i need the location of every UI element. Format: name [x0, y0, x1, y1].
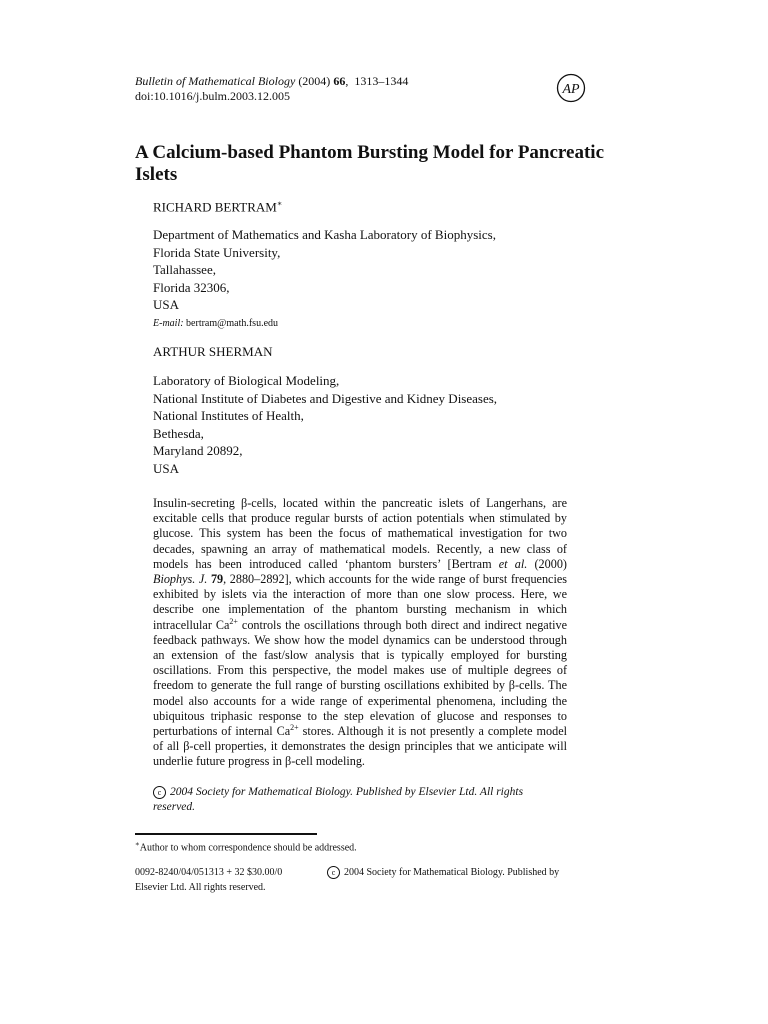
- footnote-rule: [135, 833, 317, 835]
- copyright-notice: c 2004 Society for Mathematical Biology. Published by Elsevier Ltd. All rights reserved.: [153, 786, 524, 813]
- issn-price: 0092-8240/04/051313 + 32 $30.00/0: [135, 867, 283, 878]
- publication-footer: 0092-8240/04/051313 + 32 $30.00/0 c 2004 Society for Mathematical Biology. Published by Elsevier Ltd. All rights reserved.: [135, 867, 560, 893]
- author-name: RICHARD BERTRAM∗: [153, 199, 283, 215]
- logo-text: AP: [562, 82, 580, 97]
- copyright-icon: c: [327, 866, 340, 879]
- copyright-icon: c: [153, 786, 166, 799]
- author-affiliation: Department of Mathematics and Kasha Laboratory of Biophysics, Florida State University, Tallahassee, Florida 32306, USA: [153, 227, 496, 312]
- journal-doi: doi:10.1016/j.bulm.2003.12.005: [135, 89, 291, 103]
- journal-volume: 66: [333, 74, 346, 88]
- author-email: E-mail: bertram@math.fsu.edu: [153, 318, 279, 329]
- journal-name: Bulletin of Mathematical Biology: [135, 74, 296, 88]
- email-link[interactable]: bertram@math.fsu.edu: [186, 318, 279, 329]
- abstract: Insulin-secreting β-cells, located within the pancreatic islets of Langerhans, are excitable cells that produce regular bursts of action potentials when stimulated by glucose. This system has been the focus of mathematical investigation for two decades, spawning an array of mathematical models. Recently, a new class of models has been introduced called ‘phantom bursters’ [Bertram et al. (2000) Biophys. J. 79, 2880–2892], which accounts for the wide range of burst frequencies exhibited by islets via the interaction of more than one slow process. Here, we describe one implementation of the phantom bursting mechanism in which intracellular $Ca^{2+}$ controls the oscillations through both direct and indirect negative feedback pathways. We show how the model dynamics can be understood through an extension of the fast/slow analysis that is typically employed for bursting oscillations. From this perspective, the model makes use of multiple degrees of freedom to generate the full range of bursting oscillations exhibited by β-cells. The model also accounts for a wide range of experimental phenomena, including the ubiquitous triphasic response to the step elevation of glucose and responses to perturbations of internal $Ca^{2+}$ stores. Although it is not presently a complete model of all β-cell properties, it demonstrates the design principles that we anticipate will underlie future progress in β-cell modeling.: [153, 496, 567, 769]
- ap-publisher-logo-icon: [556, 73, 586, 103]
- journal-pages: 1313–1344: [354, 74, 409, 88]
- author-affiliation: Laboratory of Biological Modeling, National Institute of Diabetes and Digestive and Kidney Diseases, National Institutes of Health, Bethesda, Maryland 20892, USA: [153, 373, 498, 476]
- journal-header: Bulletin of Mathematical Biology (2004) 66, 1313–1344 doi:10.1016/j.bulm.2003.12.005: [135, 74, 409, 103]
- author-name: ARTHUR SHERMAN: [153, 344, 273, 359]
- footnote: ∗Author to whom correspondence should be addressed.: [135, 840, 357, 854]
- journal-year: (2004): [298, 74, 331, 88]
- correspondence-mark: ∗: [276, 199, 283, 208]
- paper-title: A Calcium-based Phantom Bursting Model for Pancreatic Islets: [135, 142, 604, 185]
